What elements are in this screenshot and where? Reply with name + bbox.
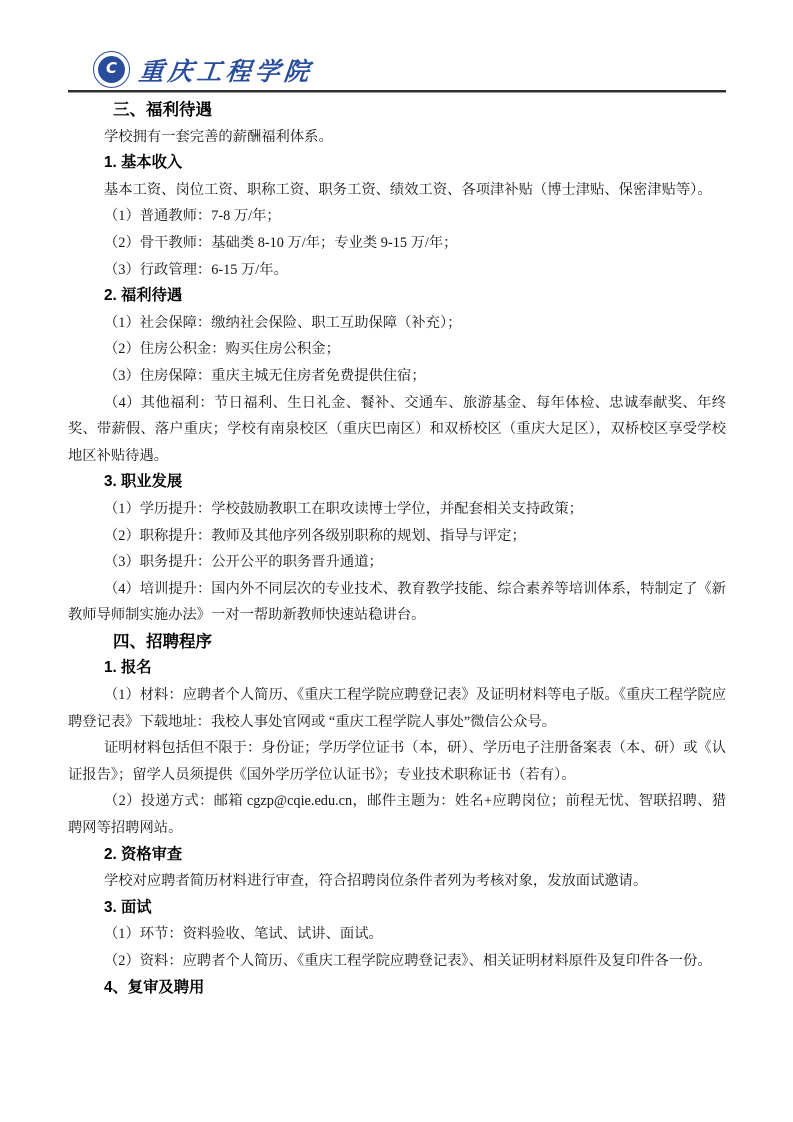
paragraph: （1）普通教师：7-8 万/年；	[104, 208, 281, 225]
paragraph: 学校拥有一套完善的薪酬福利体系。	[104, 128, 333, 145]
university-name-calligraphy: 重庆工程学院	[137, 56, 315, 86]
paragraph: （1）学历提升：学校鼓励教职工在职攻读博士学位，并配套相关支持政策；	[104, 500, 583, 517]
paragraph: 学校对应聘者简历材料进行审查，符合招聘岗位条件者列为考核对象，发放面试邀请。	[104, 873, 648, 890]
document-body	[68, 97, 726, 1001]
section-heading: 四、招聘程序	[113, 632, 212, 651]
section-heading: 1. 基本收入	[104, 154, 183, 172]
paragraph: （4）其他福利：节日福利、生日礼金、餐补、交通车、旅游基金、每年体检、忠诚奉献奖、年终奖、带薪假、落户重庆；学校有南泉校区（重庆巴南区）和双桥校区（重庆大足区），双桥校区享受学校地区补贴待遇。	[68, 394, 726, 464]
paragraph: （2）骨干教师：基础类 8-10 万/年；专业类 9-15 万/年；	[104, 234, 458, 251]
section-heading: 1. 报名	[104, 659, 152, 677]
paragraph: （2）资料：应聘者个人简历、《重庆工程学院应聘登记表》、相关证明材料原件及复印件各一份。	[104, 953, 712, 969]
paragraph: （1）社会保障：缴纳社会保险、职工互助保障（补充）；	[104, 314, 462, 331]
section-heading: 2. 福利待遇	[104, 287, 183, 305]
university-logo-icon	[93, 51, 130, 88]
section-heading: 4、复审及聘用	[104, 978, 205, 996]
logo-monogram: C	[98, 56, 125, 83]
paragraph: （3）行政管理：6-15 万/年。	[104, 261, 288, 278]
paragraph: 基本工资、岗位工资、职称工资、职务工资、绩效工资、各项津补贴（博士津贴、保密津贴等）。	[104, 181, 712, 198]
paragraph: （1）环节：资料验收、笔试、试讲、面试。	[104, 926, 383, 943]
paragraph: （2）住房公积金：购买住房公积金；	[104, 341, 340, 358]
section-heading: 3. 职业发展	[104, 473, 183, 491]
section-heading: 2. 资格审查	[104, 845, 183, 863]
header-divider	[68, 90, 726, 93]
section-heading: 3. 面试	[104, 898, 152, 916]
paragraph: （3）职务提升：公开公平的职务晋升通道；	[104, 554, 383, 571]
paragraph: （2）投递方式：邮箱 cgzp@cqie.edu.cn，邮件主题为：姓名+应聘岗位；前程无忧、智联招聘、猎聘网等招聘网站。	[68, 793, 726, 837]
paragraph: 证明材料包括但不限于：身份证；学历学位证书（本，研）、学历电子注册备案表（本、研）或《认证报告》；留学人员须提供《国外学历学位认证书》；专业技术职称证书（若有）。	[68, 740, 726, 783]
paragraph: （3）住房保障：重庆主城无住房者免费提供住宿；	[104, 367, 426, 384]
university-brand	[93, 51, 313, 88]
paragraph: （1）材料：应聘者个人简历、《重庆工程学院应聘登记表》及证明材料等电子版。《重庆工程学院应聘登记表》下载地址：我校人事处官网或 “重庆工程学院人事处”微信公众号。	[68, 687, 726, 730]
paragraph: （2）职称提升：教师及其他序列各级别职称的规划、指导与评定；	[104, 527, 526, 544]
paragraph: （4）培训提升：国内外不同层次的专业技术、教育教学技能、综合素养等培训体系，特制定了《新教师导师制实施办法》一对一帮助新教师快速站稳讲台。	[68, 580, 726, 624]
section-heading: 三、福利待遇	[113, 101, 212, 119]
